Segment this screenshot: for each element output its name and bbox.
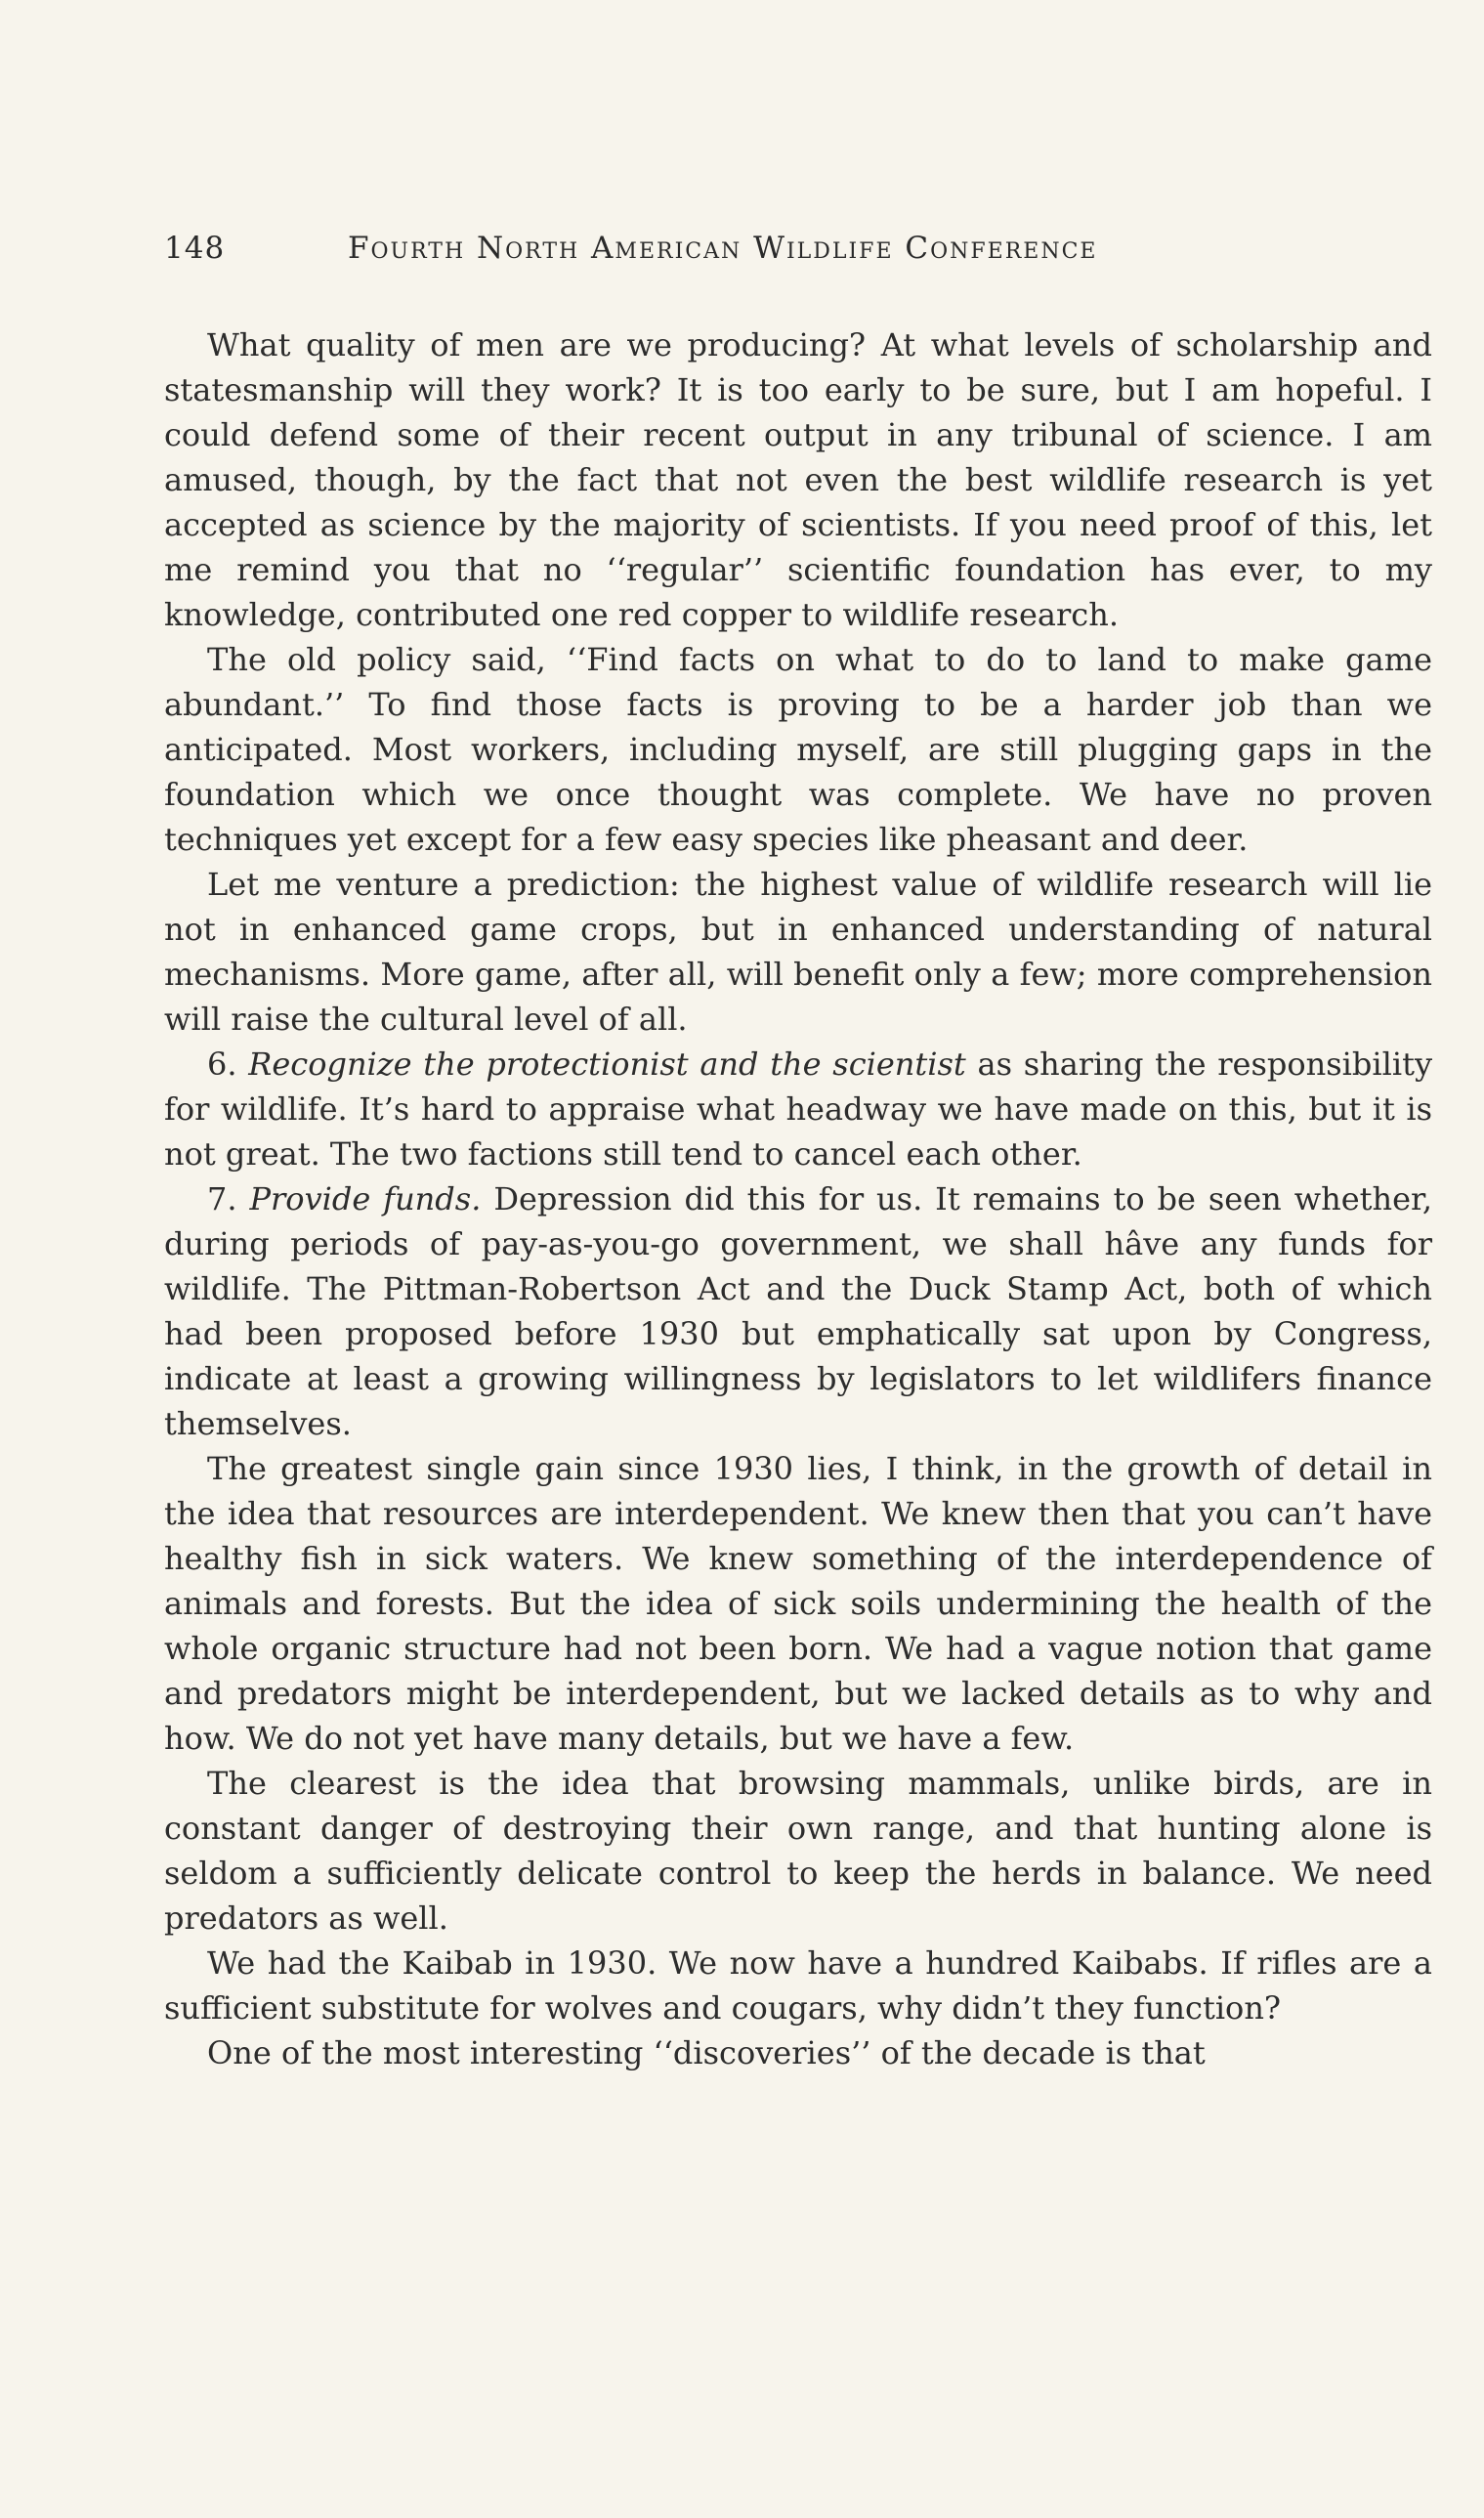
body-text xyxy=(164,322,1432,2075)
paragraph xyxy=(164,1761,1432,1941)
paragraph-numbered xyxy=(164,1176,1432,1446)
running-title: Fourth North American Wildlife Conference xyxy=(348,231,1098,266)
paragraph xyxy=(164,862,1432,1042)
paragraph-text: as sharing the responsibility for wildlife. It’s hard to appraise what headway we have made on this, but it is not great. The two factions still tend to cancel each other. xyxy=(164,1046,1433,1173)
paragraph-text: What quality of men are we producing? At what levels of scholarship and statesmanship will they work? It is too early to be sure, but I am hopeful. I could defend some of their recent output in any tribunal of science. I am amused, though, by the fact that not even the best wildlife research is yet accepted as science by the majority of scientists. If you need proof of this, let me remind you that no ‘‘regular’’ scientific foundation has ever, to my knowledge, contributed one red copper to wildlife research. xyxy=(164,326,1432,633)
paragraph-text: One of the most interesting ‘‘discoveries’’ of the decade is that xyxy=(207,2034,1206,2071)
paragraph xyxy=(164,2030,1432,2075)
paragraph-text: Let me venture a prediction: the highest value of wildlife research will lie not in enhanced game crops, but in enhanced understanding of natural mechanisms. More game, after all, will benefit only a few; more comprehension will raise the cultural level of all. xyxy=(164,866,1432,1038)
paragraph-text: The greatest single gain since 1930 lies, I think, in the growth of detail in the idea that resources are interdependent. We knew then that you can’t have healthy fish in sick waters. We knew something of the interdependence of animals and forests. But the idea of sick soils undermining the health of the whole organic structure had not been born. We had a vague notion that game and predators might be interdependent, but we lacked details as to why and how. We do not yet have many details, but we have a few. xyxy=(164,1450,1432,1757)
running-head xyxy=(164,231,1249,279)
paragraph xyxy=(164,1941,1432,2030)
paragraph xyxy=(164,1446,1432,1761)
page-number: 148 xyxy=(164,231,226,266)
italic-heading: Recognize the protectionist and the scientist xyxy=(248,1046,966,1083)
paragraph xyxy=(164,322,1432,637)
paragraph-text: We had the Kaibab in 1930. We now have a hundred Kaibabs. If rifles are a sufficient substitute for wolves and cougars, why didn’t they function? xyxy=(164,1944,1432,2027)
item-number: 6. xyxy=(207,1046,237,1083)
italic-heading: Provide funds. xyxy=(249,1180,482,1217)
paragraph xyxy=(164,637,1432,862)
paragraph-text: Depression did this for us. It remains to be seen whether, during periods of pay-as-you-go government, we shall hâve any funds for wildlife. The Pittman-Robertson Act and the Duck Stamp Act, both of which had been proposed before 1930 but emphatically sat upon by Congress, indicate at least a growing willingness by legislators to let wildlifers finance themselves. xyxy=(164,1180,1433,1442)
item-number: 7. xyxy=(207,1180,237,1217)
paragraph-numbered xyxy=(164,1042,1432,1176)
paragraph-text: The old policy said, ‘‘Find facts on what to do to land to make game abundant.’’ To find those facts is proving to be a harder job than we anticipated. Most workers, including myself, are still plugging gaps in the foundation which we once thought was complete. We have no proven techniques yet except for a few easy species like pheasant and deer. xyxy=(164,641,1432,858)
paragraph-text: The clearest is the idea that browsing mammals, unlike birds, are in constant danger of destroying their own range, and that hunting alone is seldom a sufficiently delicate control to keep the herds in balance. We need predators as well. xyxy=(164,1765,1432,1937)
